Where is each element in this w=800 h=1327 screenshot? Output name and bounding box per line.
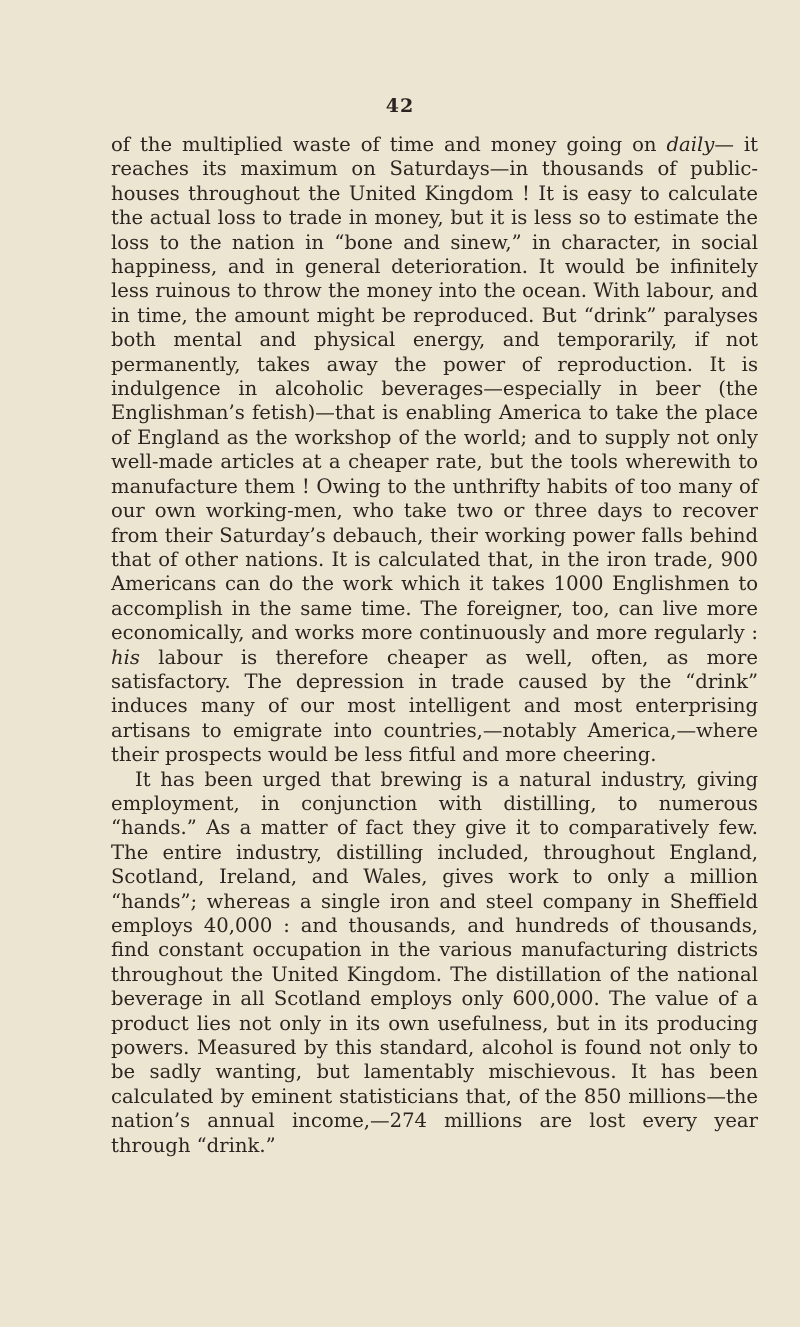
text-segment: labour is therefore cheaper as well, often, as more satisfactory. The depression in trade caused by the “drink” induces many of our most intelligent and most enterprising artisans to emigrate into countries,—notably America,—where their prospects would be less fitful and more cheering. [111, 645, 758, 767]
text-segment: — it reaches its maximum on Saturdays—in thousands of public-houses throughout the United Kingdom ! It is easy to calculate the actual loss to trade in money, but it is less so to estimate the loss to the nation in “bone and sinew,” in character, in social happiness, and in general deterioration. It would be infinitely less ruinous to throw the money into the ocean. With labour, and in time, the amount might be reproduced. But “drink” paralyses both mental and physical energy, and temporarily, if not permanently, takes away the power of reproduction. It is indulgence in alcoholic beverages—especially in beer (the Englishman’s fetish)—that is enabling America to take the place of England as the workshop of the world; and to supply not only well-made articles at a cheaper rate, but the tools wherewith to manufacture them ! Owing to the unthrifty habits of too many of our own working-men, who take two or three days to recover from their Saturday’s debauch, their working power falls behind that of other nations. It is calculated that, in the iron trade, 900 Americans can do the work which it takes 1000 Englishmen to accomplish in the same time. The foreigner, too, can live more economically, and works more continuously and more regularly : [111, 133, 758, 645]
emphasis-text: his [111, 645, 140, 669]
text-segment: of the multiplied waste of time and money going on [111, 133, 667, 156]
text-segment: It has been urged that brewing is a natural industry, giving employment, in conjunction with distilling, to numerous “hands.” As a matter of fact they give it to comparatively few. The entire industry, distilling included, throughout England, Scotland, Ireland, and Wales, gives work to only a million “hands”; whereas a single iron and steel company in Sheffield employs 40,000 : and thousands, and hundreds of thousands, find constant occupation in the various manufacturing districts throughout the United Kingdom. The distillation of the national beverage in all Scotland employs only 600,000. The value of a product lies not only in its own usefulness, but in its producing powers. Measured by this standard, alcohol is found not only to be sadly wanting, but lamentably mischievous. It has been calculated by eminent statisticians that, of the 850 millions—the nation’s annual income,—274 millions are lost every year through “drink.” [111, 767, 758, 1157]
paragraph [111, 133, 758, 768]
emphasis-text: daily [666, 133, 715, 156]
page-number: 42 [385, 95, 415, 117]
paragraph [111, 768, 758, 1159]
body-text [111, 133, 758, 1158]
